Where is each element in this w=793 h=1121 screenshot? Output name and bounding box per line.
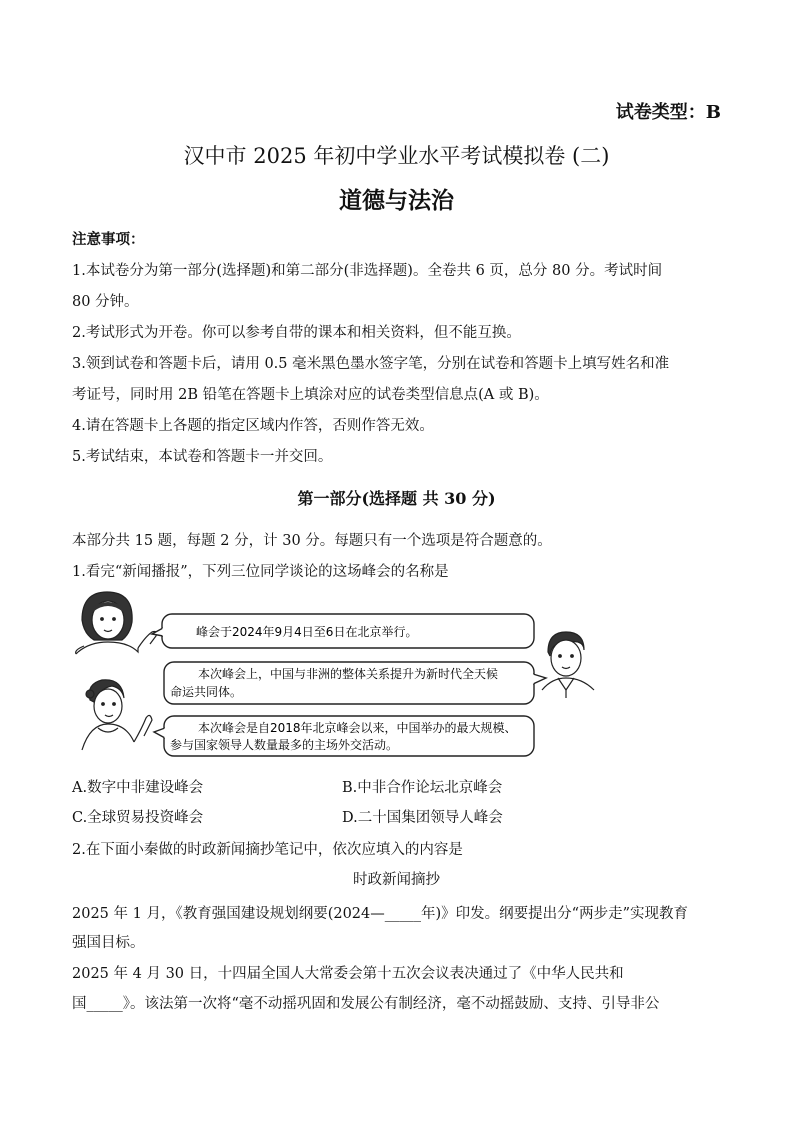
q1-illustration-svg bbox=[72, 590, 692, 765]
part1-heading: 第一部分(选择题 共 30 分) bbox=[297, 489, 496, 508]
bubble-3-text-line2: 参与国家领导人数量最多的主场外交活动。 bbox=[170, 738, 399, 752]
exam-title: 汉中市 2025 年初中学业水平考试模拟卷 (二) bbox=[183, 144, 610, 168]
notes-item-4: 4.请在答题卡上各题的指定区域内作答，否则作答无效。 bbox=[72, 418, 434, 434]
q1-option-c[interactable]: C.全球贸易投资峰会 bbox=[72, 810, 204, 826]
question-1-stem: 1.看完“新闻播报”，下列三位同学谈论的这场峰会的名称是 bbox=[72, 564, 449, 580]
student-boy-icon bbox=[542, 632, 594, 698]
q1-option-b[interactable]: B.中非合作论坛北京峰会 bbox=[342, 780, 503, 796]
student-girl-top-icon bbox=[76, 592, 157, 654]
bubble-3-text-line1: 本次峰会是自2018年北京峰会以来，中国举办的最大规模、 bbox=[198, 721, 517, 735]
notes-item-3: 3.领到试卷和答题卡后，请用 0.5 毫米黑色墨水签字笔，分别在试卷和答题卡上填写姓名和准 bbox=[72, 356, 670, 372]
notes-item-3-cont: 考证号，同时用 2B 铅笔在答题卡上填涂对应的试卷类型信息点(A 或 B)。 bbox=[72, 387, 549, 403]
bubble-1-text: 峰会于2024年9月4日至6日在北京举行。 bbox=[196, 625, 418, 639]
notes-heading: 注意事项： bbox=[72, 231, 145, 248]
q2-line-2: 强国目标。 bbox=[72, 935, 145, 951]
bubble-2-text-line2: 命运共同体。 bbox=[170, 685, 243, 699]
subject-title: 道德与法治 bbox=[339, 187, 454, 214]
notes-item-5: 5.考试结束，本试卷和答题卡一并交回。 bbox=[72, 449, 333, 465]
bubble-2-text-line1: 本次峰会上，中国与非洲的整体关系提升为新时代全天候 bbox=[198, 667, 499, 681]
q2-note-title: 时政新闻摘抄 bbox=[353, 872, 440, 888]
notes-item-2: 2.考试形式为开卷。你可以参考自带的课本和相关资料，但不能互换。 bbox=[72, 325, 521, 341]
part1-intro: 本部分共 15 题，每题 2 分，计 30 分。每题只有一个选项是符合题意的。 bbox=[72, 533, 552, 549]
notes-item-1-cont: 80 分钟。 bbox=[72, 294, 139, 310]
q1-option-a[interactable]: A.数字中非建设峰会 bbox=[72, 780, 204, 796]
paper-type: 试卷类型：B bbox=[615, 102, 721, 123]
notes-item-1: 1.本试卷分为第一部分(选择题)和第二部分(非选择题)。全卷共 6 页，总分 80 分。考试时间 bbox=[72, 263, 663, 279]
student-girl-bottom-icon bbox=[82, 680, 152, 750]
q2-line-3: 2025 年 4 月 30 日，十四届全国人大常委会第十五次会议表决通过了《中华人民共和 bbox=[72, 966, 624, 982]
q1-illustration bbox=[72, 590, 692, 765]
question-2-stem: 2.在下面小秦做的时政新闻摘抄笔记中，依次应填入的内容是 bbox=[72, 842, 463, 858]
q2-line-1: 2025 年 1 月，《教育强国建设规划纲要(2024—_____年)》印发。纲要提出分“两步走”实现教育 bbox=[72, 906, 688, 922]
q2-line-4: 国_____》。该法第一次将“毫不动摇巩固和发展公有制经济，毫不动摇鼓励、支持、引导非公 bbox=[72, 996, 660, 1012]
q1-option-d[interactable]: D.二十国集团领导人峰会 bbox=[342, 810, 503, 826]
